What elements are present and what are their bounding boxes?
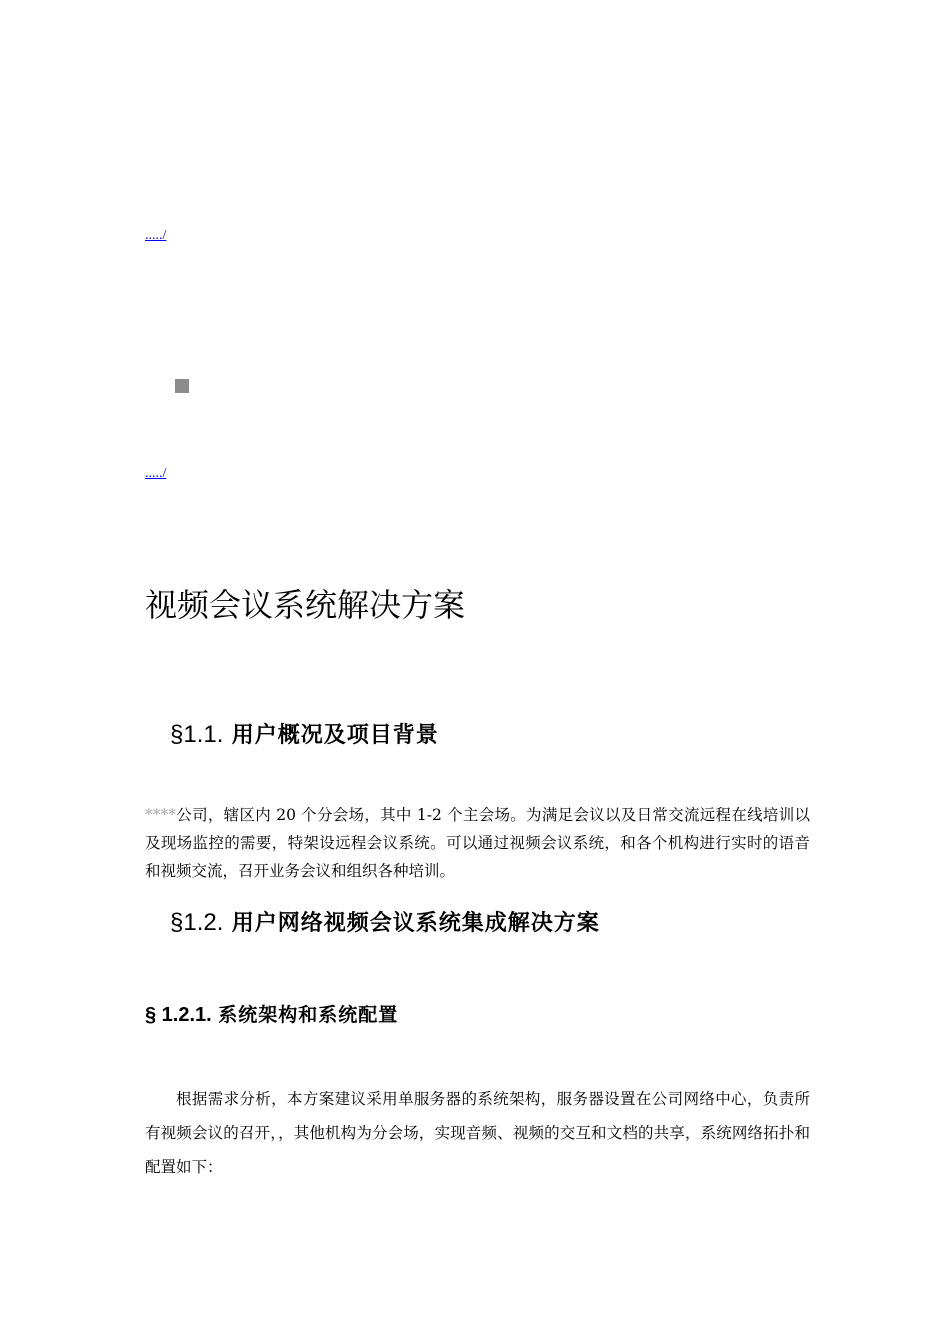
placeholder-square-icon <box>175 379 189 393</box>
architecture-paragraph: 根据需求分析，本方案建议采用单服务器的系统架构，服务器设置在公司网络中心，负责所有视频会议的召开，，其他机构为分会场，实现音频、视频的交互和文档的共享，系统网络拓扑和配置如下： <box>145 1090 810 1176</box>
subsection-heading-1-2-1 <box>145 1000 398 1030</box>
masked-company-name: **** <box>145 806 176 824</box>
document-title: 视频会议系统解决方案 <box>145 586 466 624</box>
background-paragraph <box>145 801 810 885</box>
section-title: 用户网络视频会议系统集成解决方案 <box>231 910 600 936</box>
background-text: 公司，辖区内 20 个分会场，其中 1-2 个主会场。为满足会议以及日常交流远程在线培训以及现场监控的需要，特架设远程会议系统。可以通过视频会议系统，和各个机构进行实时的语音和视频交流，召开业务会议和组织各种培训。 <box>145 806 810 880</box>
section-number: §1.1. <box>170 721 224 748</box>
section-heading-1-1 <box>170 718 439 751</box>
section-heading-1-2 <box>170 906 600 939</box>
section-number: §1.2. <box>170 909 224 936</box>
section-title: 用户概况及项目背景 <box>231 722 439 748</box>
subsection-number: § 1.2.1. <box>145 1004 212 1026</box>
subsection-title: 系统架构和系统配置 <box>218 1004 399 1026</box>
link-ellipsis-top[interactable]: ...../ <box>145 228 167 243</box>
link-ellipsis-bottom[interactable]: ...../ <box>145 466 167 481</box>
